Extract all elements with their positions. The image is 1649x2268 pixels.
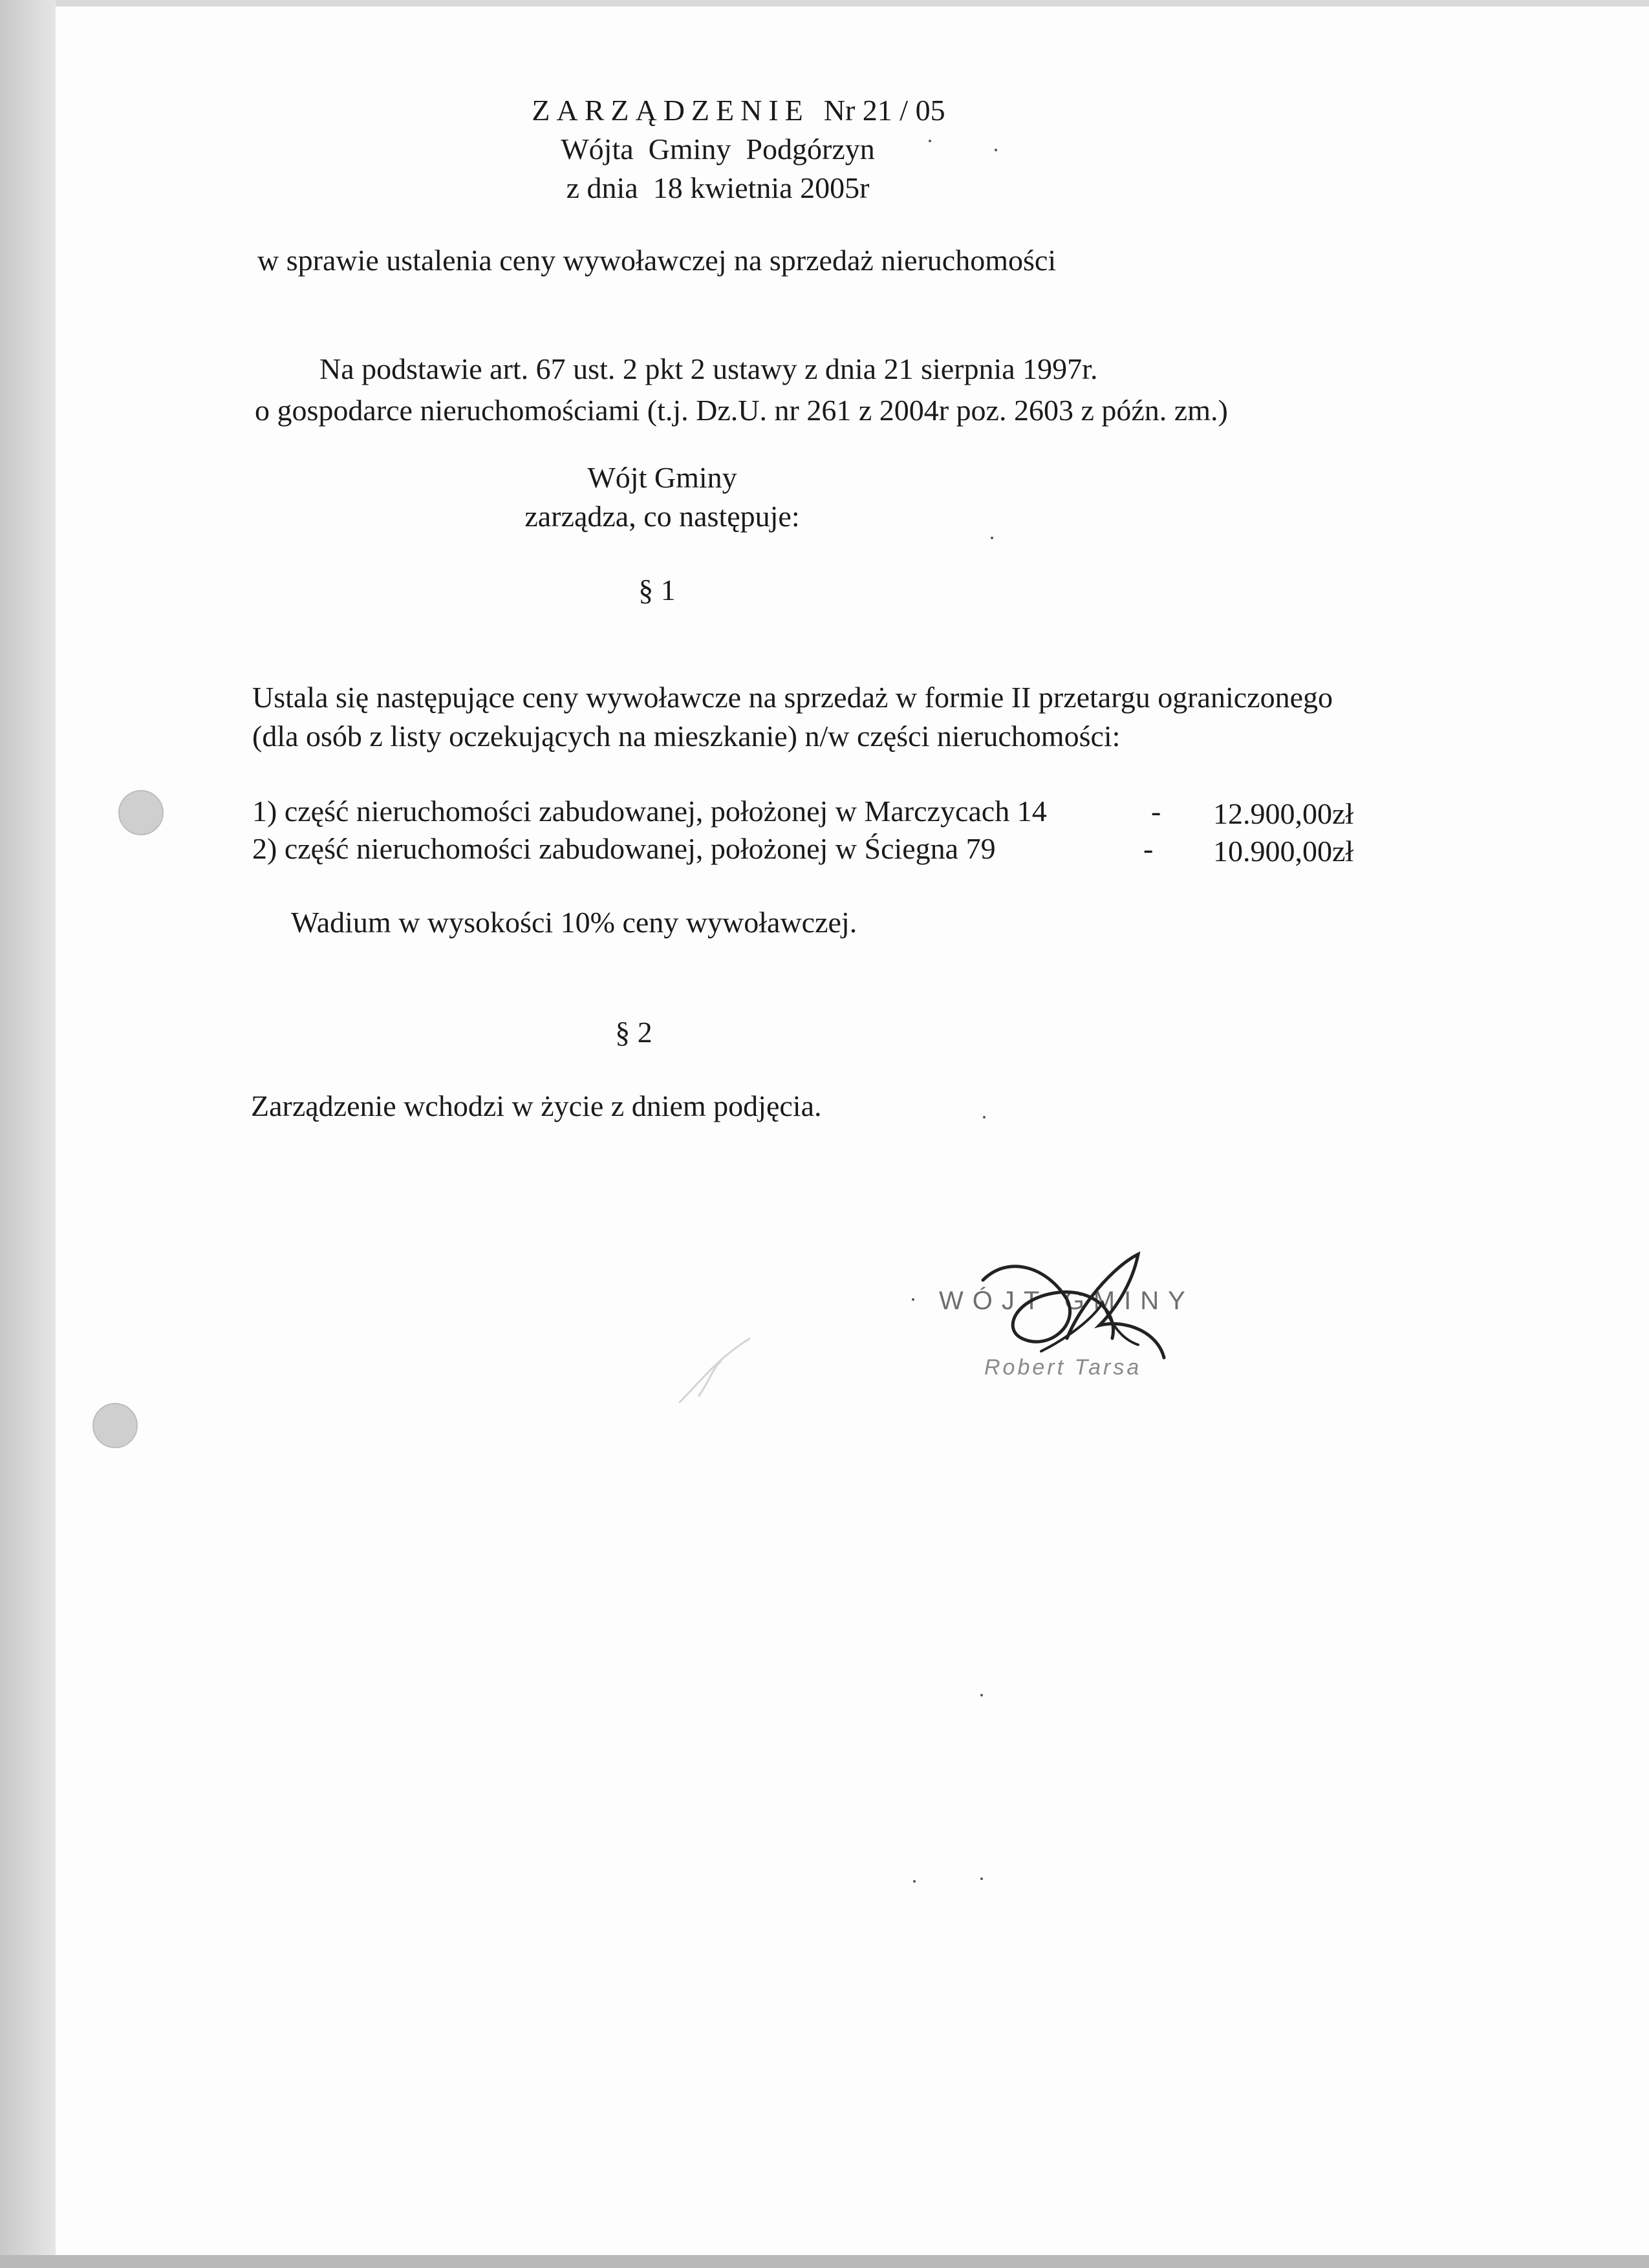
scan-speck <box>912 1298 914 1301</box>
signature-stroke-2 <box>1067 1254 1164 1358</box>
scan-edge-left <box>0 0 56 2268</box>
legal-basis-line-1: Na podstawie art. 67 ust. 2 pkt 2 ustawy z dnia 21 sierpnia 1997r. <box>319 352 1098 385</box>
issuer-line: Wójta Gminy Podgórzyn <box>561 133 875 166</box>
signature-stroke-3 <box>1041 1303 1138 1351</box>
punch-hole-bottom <box>92 1403 138 1448</box>
property-item-1-price: 12.900,00zł <box>1213 797 1354 830</box>
deposit-line: Wadium w wysokości 10% ceny wywoławczej. <box>291 906 857 939</box>
section-2-heading: § 2 <box>615 1016 652 1049</box>
decree-intro-line-2: zarządza, co następuje: <box>524 500 800 533</box>
title-word: ZARZĄDZENIE <box>532 94 810 127</box>
scan-speck <box>991 537 993 539</box>
punch-hole-top <box>118 790 164 835</box>
property-item-1-dash: - <box>1151 795 1161 828</box>
scan-speck <box>980 1694 983 1696</box>
section-1-text-line-2: (dla osób z listy oczekujących na mieszkanie) n/w części nieruchomości: <box>252 720 1121 753</box>
scan-speck <box>913 1880 916 1883</box>
property-item-2-text: 2) część nieruchomości zabudowanej, położonej w Ściegna 79 <box>252 832 996 865</box>
signature <box>970 1241 1190 1396</box>
subject-line: w sprawie ustalenia ceny wywoławczej na sprzedaż nieruchomości <box>257 244 1057 277</box>
stamp-name: Robert Tarsa <box>984 1355 1142 1380</box>
section-2-text: Zarządzenie wchodzi w życie z dniem podjęcia. <box>251 1089 822 1122</box>
signature-stroke-1 <box>983 1267 1114 1342</box>
legal-basis-line-2: o gospodarce nieruchomościami (t.j. Dz.U. nr 261 z 2004r poz. 2603 z późn. zm.) <box>255 394 1228 427</box>
scan-speck <box>995 149 997 151</box>
faint-pencil-mark <box>673 1332 757 1409</box>
property-item-2-dash: - <box>1143 832 1154 865</box>
decree-number: Nr 21 / 05 <box>823 94 945 127</box>
scan-speck <box>980 1878 983 1880</box>
property-item-1-text: 1) część nieruchomości zabudowanej, położonej w Marczycach 14 <box>252 795 1047 828</box>
scan-speck <box>983 1116 986 1118</box>
scan-edge-bottom <box>0 2255 1649 2268</box>
section-1-text-line-1: Ustala się następujące ceny wywoławcze na sprzedaż w formie II przetargu ograniczonego <box>252 681 1333 714</box>
stamp-title: WÓJT GMINY <box>939 1287 1194 1315</box>
property-item-2-price: 10.900,00zł <box>1213 835 1354 868</box>
decree-intro-line-1: Wójt Gminy <box>587 461 737 494</box>
document-page <box>56 6 1649 2255</box>
scan-speck <box>929 140 931 142</box>
document-title <box>532 96 945 125</box>
section-1-heading: § 1 <box>638 573 676 606</box>
date-line: z dnia 18 kwietnia 2005r <box>566 171 870 204</box>
